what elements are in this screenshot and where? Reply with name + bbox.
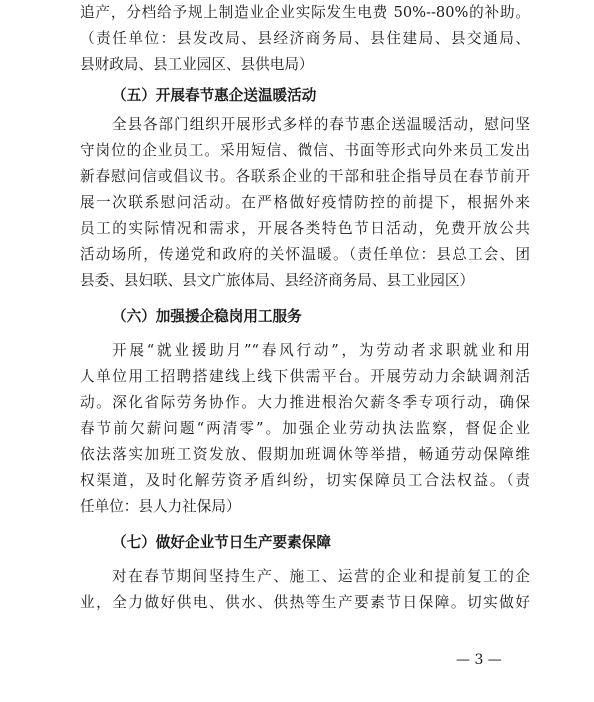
paragraph-line: （责任单位：县发改局、县经济商务局、县住建局、县交通局、	[80, 30, 530, 47]
paragraph-line: 追产，分档给予规上制造业企业实际发生电费 50%--80%的补助。	[80, 4, 530, 21]
section-heading-7: （七）做好企业节日生产要素保障	[112, 534, 331, 551]
paragraph-line: 员工的实际情况和需求，开展各类特色节日活动，免费开放公共	[80, 220, 530, 237]
section-heading-6: （六）加强援企稳岗用工服务	[112, 308, 302, 325]
paragraph-line: 新春慰问信或倡议书。各联系企业的干部和驻企指导员在春节前开	[80, 168, 530, 185]
paragraph-line: 人单位用工招聘搭建线上线下供需平台。开展劳动力余缺调剂活	[80, 368, 530, 385]
paragraph-line: 全县各部门组织开展形式多样的春节惠企送温暖活动，慰问坚	[112, 116, 530, 133]
paragraph-line: 活动场所，传递党和政府的关怀温暖。（责任单位：县总工会、团	[80, 246, 530, 263]
paragraph-line: 春节前欠薪问题“两清零”。加强企业劳动执法监察，督促企业	[80, 420, 530, 437]
section-heading-5: （五）开展春节惠企送温暖活动	[112, 87, 317, 104]
paragraph-line: 对在春节期间坚持生产、施工、运营的企业和提前复工的企	[112, 568, 530, 585]
paragraph-line: 开展“就业援助月”“春风行动”，为劳动者求职就业和用	[112, 342, 530, 359]
paragraph-line: 守岗位的企业员工。采用短信、微信、书面等形式向外来员工发出	[80, 142, 530, 159]
paragraph-line: 任单位：县人力社保局）	[80, 498, 241, 515]
paragraph-line: 动。深化省际劳务协作。大力推进根治欠薪冬季专项行动，确保	[80, 394, 530, 411]
paragraph-line: 县财政局、县工业园区、县供电局）	[80, 56, 314, 73]
paragraph-line: 展一次联系慰问活动。在严格做好疫情防控的前提下，根据外来	[80, 194, 530, 211]
paragraph-line: 业，全力做好供电、供水、供热等生产要素节日保障。切实做好	[80, 594, 530, 611]
paragraph-line: 权渠道，及时化解劳资矛盾纠纷，切实保障员工合法权益。（责	[80, 472, 530, 489]
paragraph-line: 县委、县妇联、县文广旅体局、县经济商务局、县工业园区）	[80, 272, 475, 289]
paragraph-line: 依法落实加班工资发放、假期加班调休等举措，畅通劳动保障维	[80, 446, 530, 463]
page-number: — 3 —	[456, 652, 502, 668]
